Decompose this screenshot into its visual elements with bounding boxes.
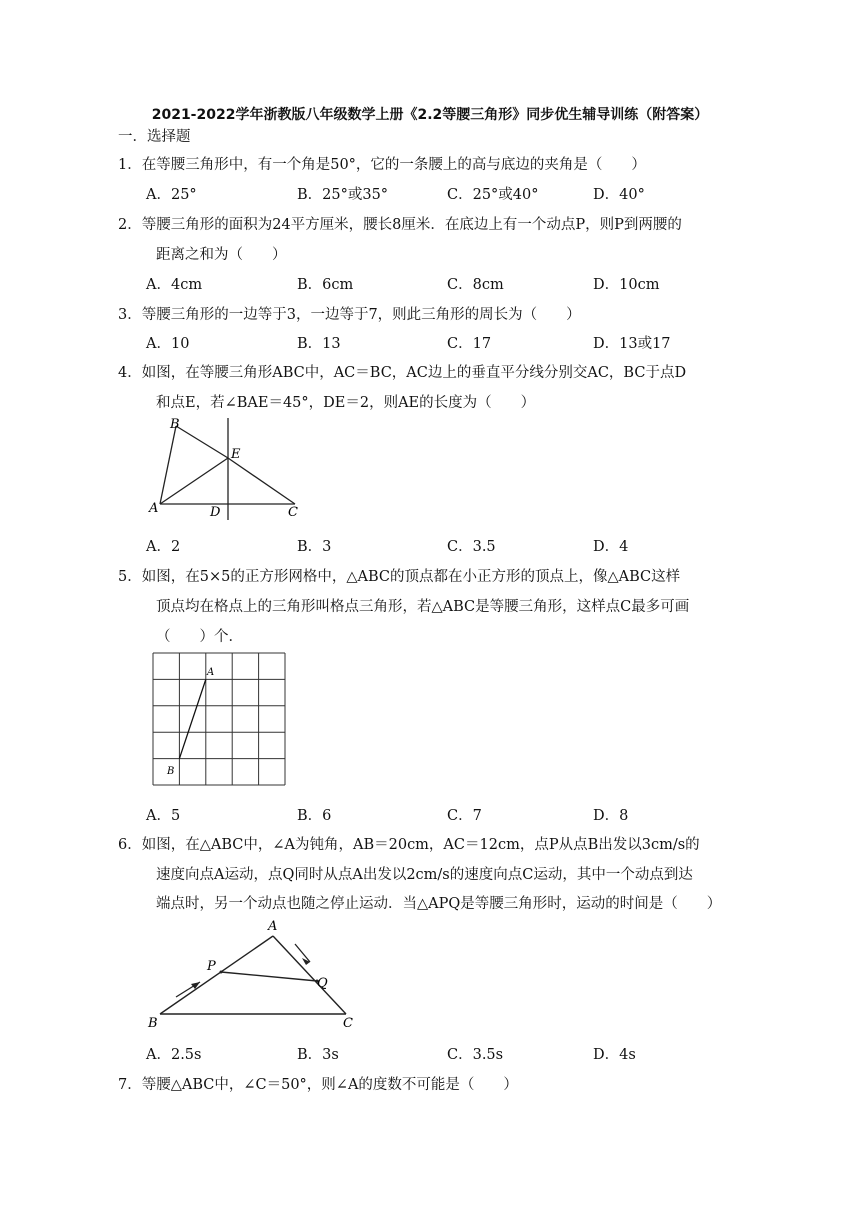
question-5-text-cont-2: （ ）个． [156,629,243,645]
question-2-text: 2．等腰三角形的面积为24平方厘米，腰长8厘米．在底边上有一个动点P，则P到两腰的 [118,217,682,233]
q4-option-d[interactable]: D．4 [593,539,629,555]
q1-option-a[interactable]: A．25° [146,187,197,203]
q6-option-b[interactable]: B．3s [297,1047,339,1063]
q3-option-b[interactable]: B．13 [297,336,341,352]
q2-option-a[interactable]: A．4cm [146,277,203,293]
q4-option-b[interactable]: B．3 [297,539,332,555]
q6-label-p: P [207,959,216,974]
section-heading: 一．选择题 [118,129,191,145]
q4-triangle-figure [140,412,315,524]
question-4-text-cont: 和点E，若∠BAE＝45°，DE＝2，则AE的长度为（ ） [156,395,536,411]
q3-option-d[interactable]: D．13或17 [593,336,671,352]
question-2-text-cont: 距离之和为（ ） [156,247,287,263]
q2-option-c[interactable]: C．8cm [447,277,504,293]
question-5-text-cont-1: 顶点均在格点上的三角形叫格点三角形，若△ABC是等腰三角形，这样点C最多可画 [156,599,690,615]
q4-option-a[interactable]: A．2 [146,539,181,555]
q6-label-c: C [343,1016,353,1031]
q4-label-a: A [149,501,159,516]
question-7-text: 7．等腰△ABC中，∠C＝50°，则∠A的度数不可能是（ ） [118,1077,518,1093]
q2-option-d[interactable]: D．10cm [593,277,660,293]
q6-option-a[interactable]: A．2.5s [146,1047,202,1063]
question-5-text: 5．如图，在5×5的正方形网格中，△ABC的顶点都在小正方形的顶点上，像△ABC这样 [118,569,681,585]
q4-label-c: C [288,505,298,520]
q5-option-a[interactable]: A．5 [146,808,181,824]
question-6-text-cont-2: 端点时，另一个动点也随之停止运动．当△APQ是等腰三角形时，运动的时间是（ ） [156,896,722,912]
page-title: 2021-2022学年浙教版八年级数学上册《2.2等腰三角形》同步优生辅导训练（附答案） [151,107,709,123]
question-6-text: 6．如图，在△ABC中，∠A为钝角，AB＝20cm，AC＝12cm，点P从点B出发以3cm/s的 [118,837,700,853]
q4-option-c[interactable]: C．3.5 [447,539,496,555]
q4-label-e: E [231,447,241,462]
question-1-text: 1．在等腰三角形中，有一个角是50°，它的一条腰上的高与底边的夹角是（ ） [118,157,646,173]
q5-label-b: B [167,766,175,777]
q2-option-b[interactable]: B．6cm [297,277,354,293]
q1-option-d[interactable]: D．40° [593,187,645,203]
q3-option-a[interactable]: A．10 [146,336,190,352]
q1-option-b[interactable]: B．25°或35° [297,187,389,203]
question-6-text-cont-1: 速度向点A运动，点Q同时从点A出发以2cm/s的速度向点C运动，其中一个动点到达 [156,867,693,883]
q5-option-c[interactable]: C．7 [447,808,482,824]
q4-label-d: D [210,505,221,520]
q6-option-c[interactable]: C．3.5s [447,1047,504,1063]
q6-option-d[interactable]: D．4s [593,1047,636,1063]
q5-option-d[interactable]: D．8 [593,808,629,824]
q5-option-b[interactable]: B．6 [297,808,332,824]
q5-grid-figure [150,650,290,790]
q3-option-c[interactable]: C．17 [447,336,492,352]
q6-triangle-figure [140,916,370,1034]
q6-label-b: B [148,1016,158,1031]
question-4-text: 4．如图，在等腰三角形ABC中，AC＝BC，AC边上的垂直平分线分别交AC，BC于点D [118,365,687,381]
q6-label-a: A [268,919,278,934]
q6-label-q: Q [317,976,328,991]
q4-label-b: B [170,417,180,432]
q1-option-c[interactable]: C．25°或40° [447,187,539,203]
question-3-text: 3．等腰三角形的一边等于3，一边等于7，则此三角形的周长为（ ） [118,307,581,323]
q5-label-a: A [207,667,215,678]
